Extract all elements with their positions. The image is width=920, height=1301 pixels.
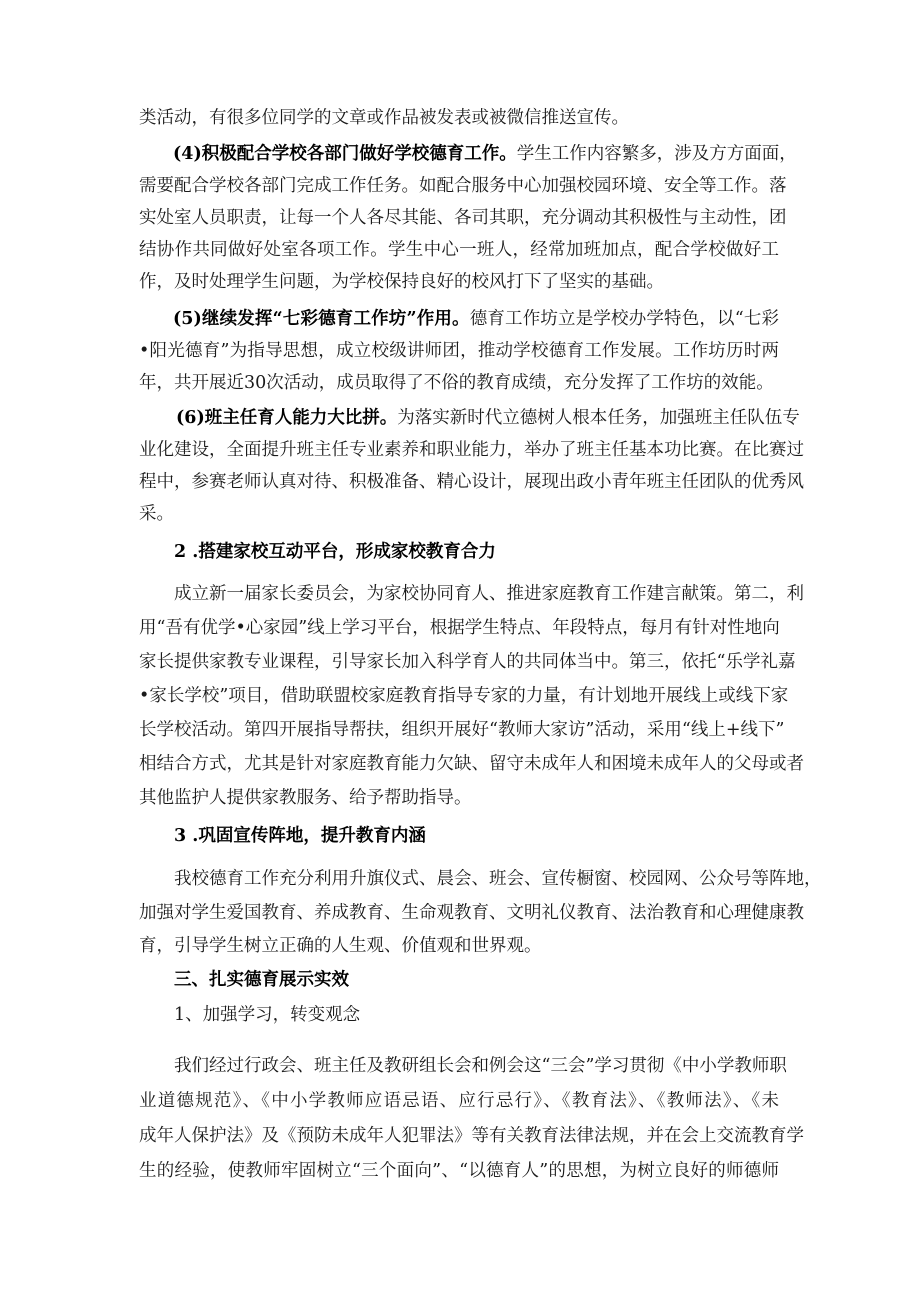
paragraph-line [139, 1160, 779, 1182]
line-text: 年，共开展近30次活动，成员取得了不俗的教育成绩，充分发挥了工作坊的效能。 [139, 373, 774, 393]
item-heading: (5)继续发挥“七彩德育工作坊”作用。 [173, 309, 470, 329]
subsection-heading [174, 1004, 814, 1026]
item-heading: (4)积极配合学校各部门做好学校德育工作。 [173, 144, 517, 164]
paragraph-line [139, 935, 779, 957]
line-text: 程中，参赛老师认真对待、积极准备、精心设计，展现出政小青年班主任团队的优秀风 [139, 472, 804, 492]
line-text: 作，及时处理学生问题，为学校保持良好的校风打下了坚实的基础。 [139, 272, 664, 292]
paragraph-line [139, 107, 779, 129]
line-text: •阳光德育”为指导思想，成立校级讲师团，推动学校德育工作发展。工作坊历时两 [139, 341, 779, 361]
line-text: 成立新一届家长委员会，为家校协同育人、推进家庭教育工作建言献策。第二，利 [174, 584, 804, 604]
line-text: 采。 [139, 504, 174, 524]
paragraph-line [139, 902, 804, 924]
paragraph-line [139, 1125, 804, 1147]
paragraph-line [139, 651, 796, 673]
paragraph-line [173, 308, 779, 330]
line-text: 业道德规范》、《中小学教师应语忌语、应行忌行》、《教育法》、《教师法》、《未 [139, 1091, 779, 1111]
line-text: 用“吾有优学•心家园”线上学习平台，根据学生特点、年段特点，每月有针对性地向 [139, 618, 780, 638]
paragraph-line [139, 617, 779, 639]
heading-text: 三、扎实德育展示实效 [174, 970, 349, 990]
paragraph-line [174, 1055, 787, 1077]
paragraph-line [139, 340, 779, 362]
heading-text: 2 .搭建家校互动平台，形成家校教育合力 [174, 542, 496, 562]
paragraph-line [139, 719, 785, 741]
section-heading [174, 969, 814, 991]
paragraph-line [174, 583, 804, 605]
line-text: 学生工作内容繁多，涉及方方面面， [516, 144, 797, 164]
paragraph-line [139, 787, 779, 809]
paragraph-line [139, 175, 787, 197]
paragraph-line [139, 439, 804, 461]
line-text: 需要配合学校各部门完成工作任务。如配合服务中心加强校园环境、安全等工作。落 [139, 176, 787, 196]
paragraph-line [139, 685, 789, 707]
paragraph-line [174, 868, 822, 890]
line-text: 业化建设，全面提升班主任专业素养和职业能力，举办了班主任基本功比赛。在比赛过 [139, 440, 804, 460]
paragraph-line [139, 753, 804, 775]
line-text: 我校德育工作充分利用升旗仪式、晨会、班会、宣传橱窗、校园网、公众号等阵地， [174, 869, 822, 889]
item-heading: (6)班主任育人能力大比拼。 [176, 408, 398, 428]
line-text: 长学校活动。第四开展指导帮扶，组织开展好“教师大家访”活动，采用“线上+线下” [139, 720, 785, 740]
section-heading [174, 541, 814, 563]
heading-text: 1、加强学习，转变观念 [174, 1005, 361, 1025]
line-text: 家长提供家教专业课程，引导家长加入科学育人的共同体当中。第三，依托“乐学礼嘉 [139, 652, 796, 672]
line-text: 其他监护人提供家教服务、给予帮助指导。 [139, 788, 472, 808]
paragraph-line [139, 1090, 779, 1112]
paragraph-line [139, 271, 779, 293]
line-text: 为落实新时代立德树人根本任务，加强班主任队伍专 [397, 408, 800, 428]
paragraph-line [139, 372, 779, 394]
heading-text: 3 .巩固宣传阵地，提升教育内涵 [174, 826, 426, 846]
paragraph-line [139, 471, 804, 493]
line-text: 育，引导学生树立正确的人生观、价值观和世界观。 [139, 936, 542, 956]
paragraph-line [139, 503, 779, 525]
line-text: 我们经过行政会、班主任及教研组长会和例会这“三会”学习贯彻《中小学教师职 [174, 1056, 787, 1076]
line-text: 实处室人员职责，让每一个人各尽其能、各司其职，充分调动其积极性与主动性，团 [139, 208, 787, 228]
line-text: •家长学校”项目，借助联盟校家庭教育指导专家的力量，有计划地开展线上或线下家 [139, 686, 789, 706]
paragraph-line [176, 407, 800, 429]
section-heading [174, 825, 814, 847]
line-text: 相结合方式，尤其是针对家庭教育能力欠缺、留守未成年人和困境未成年人的父母或者 [139, 754, 804, 774]
line-text: 德育工作坊立是学校办学特色，以“七彩 [469, 309, 779, 329]
line-text: 加强对学生爱国教育、养成教育、生命观教育、文明礼仪教育、法治教育和心理健康教 [139, 903, 804, 923]
line-text: 成年人保护法》及《预防未成年人犯罪法》等有关教育法律法规，并在会上交流教育学 [139, 1126, 804, 1146]
paragraph-line [139, 207, 787, 229]
paragraph-line [173, 143, 797, 165]
line-text: 生的经验，使教师牢固树立“三个面向”、“以德育人”的思想，为树立良好的师德师 [139, 1161, 779, 1181]
line-text: 结协作共同做好处室各项工作。学生中心一班人，经常加班加点，配合学校做好工 [139, 240, 779, 260]
paragraph-line [139, 239, 779, 261]
line-text: 类活动，有很多位同学的文章或作品被发表或被微信推送宣传。 [139, 108, 629, 128]
